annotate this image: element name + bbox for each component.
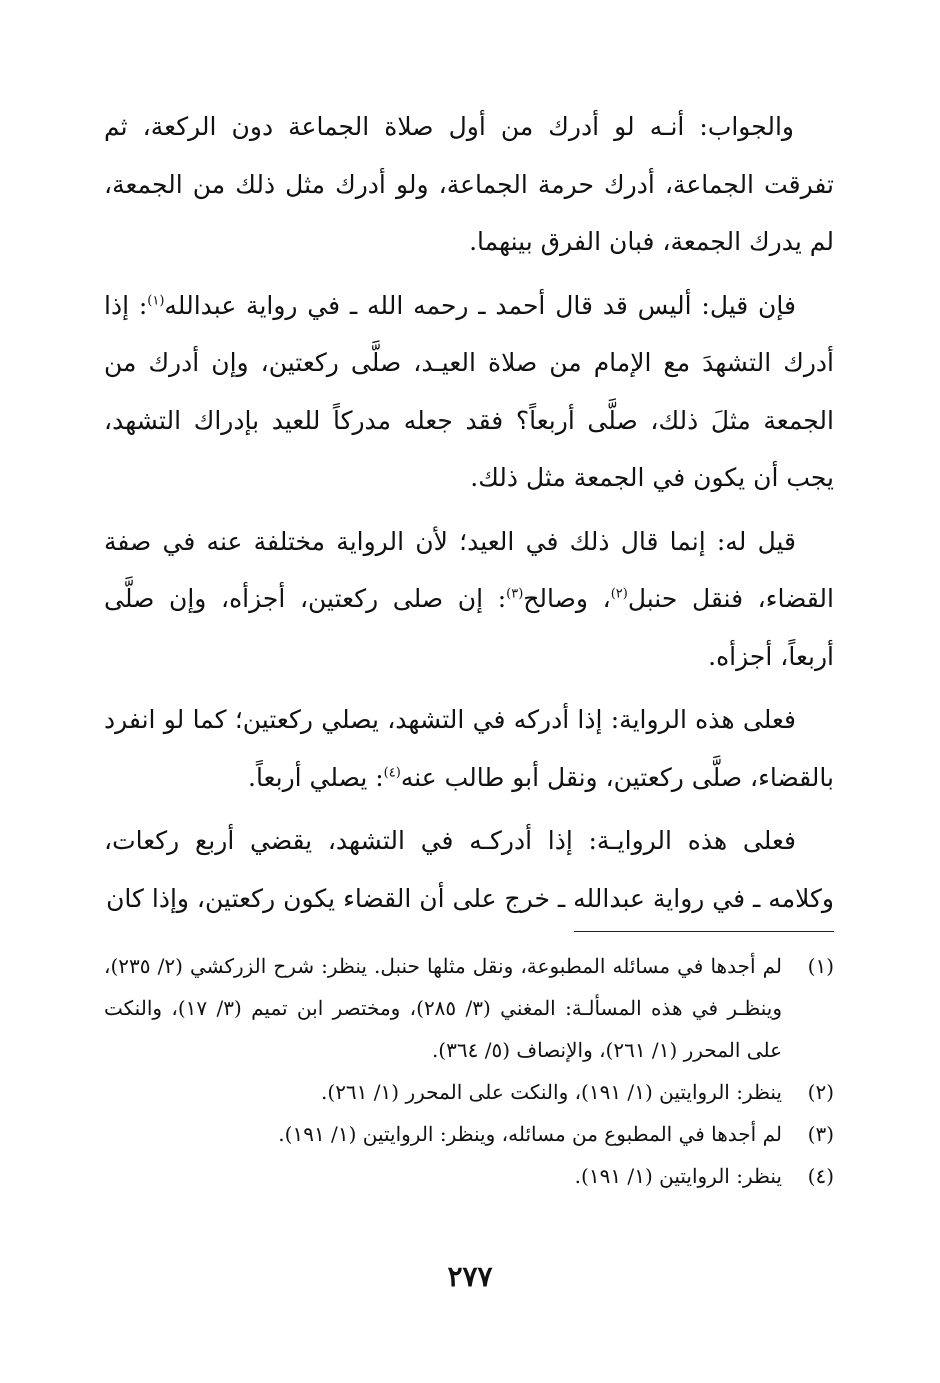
footnote-number: (١): [807, 954, 834, 978]
paragraph-3-text-a: قيل له: إنما قال ذلك في العيد؛ لأن الرواية مختلفة عنه في صفة القضاء، فنقل حنبل: [104, 526, 834, 613]
footnote-text: لم أجدها في مسائله المطبوعة، ونقل مثلها حنبل. ينظر: شرح الزركشي (٢/ ٢٣٥)، وينظـر في هذه المسألـة: المغني (٣/ ٢٨٥)، ومختصر ابن تميم (٣/ ١٧)، والنكت على المحرر (١/ ٢٦١)، والإنصاف (٥/ ٣٦٤).: [104, 954, 782, 1062]
paragraph-2: [104, 277, 834, 507]
paragraph-5-text: فعلى هذه الروايـة: إذا أدركـه في التشهد، يقضي أربع ركعات، وكلامه ـ في رواية عبدالله ـ خرج على أن القضاء يكون ركعتين، وإذا كان: [104, 826, 834, 913]
footnote-ref-2[interactable]: (٢): [610, 586, 628, 602]
footnote-3: [104, 1113, 834, 1155]
paragraph-3-text-b: ، وصالح: [523, 584, 611, 613]
footnote-number: (٢): [807, 1080, 834, 1104]
footnote-text: ينظر: الروايتين (١/ ١٩١)، والنكت على المحرر (١/ ٢٦١).: [321, 1080, 782, 1104]
paragraph-5: [104, 812, 834, 927]
main-text: [104, 98, 834, 933]
footnote-number: (٤): [807, 1164, 834, 1188]
footnote-ref-1[interactable]: (١): [147, 293, 165, 309]
paragraph-1: [104, 98, 834, 271]
paragraph-3-text-c: : إن صلى ركعتين، أجزأه، وإن صلَّى أربعاً، أجزأه.: [104, 584, 834, 671]
footnote-number: (٣): [807, 1122, 834, 1146]
paragraph-3: [104, 513, 834, 686]
page-number: ٢٧٧: [447, 1260, 493, 1293]
footnote-1: [104, 945, 834, 1071]
footnote-ref-4[interactable]: (٤): [383, 765, 401, 781]
footnote-4: [104, 1155, 834, 1197]
paragraph-2-text-a: فإن قيل: أليس قد قال أحمد ـ رحمه الله ـ في رواية عبدالله: [164, 290, 796, 320]
paragraph-2-text-b: : إذا أدرك التشهدَ مع الإمام من صلاة العيـد، صلَّى ركعتين، وإن أدرك من الجمعة مثلَ ذلك، صلَّى أربعاً؟ فقد جعله مدركاً للعيد بإدراك التشهد، يجب أن يكون في الجمعة مثل ذلك.: [104, 290, 834, 492]
paragraph-4-text-a: فعلى هذه الرواية: إذا أدركه في التشهد، يصلي ركعتين؛ كما لو انفرد بالقضاء، صلَّى ركعتين، ونقل أبو طالب عنه: [104, 705, 834, 792]
footnote-text: لم أجدها في المطبوع من مسائله، وينظر: الروايتين (١/ ١٩١).: [278, 1122, 782, 1146]
footnote-text: ينظر: الروايتين (١/ ١٩١).: [574, 1164, 782, 1188]
paragraph-4-text-b: : يصلي أربعاً.: [248, 762, 384, 792]
paragraph-4: [104, 691, 834, 806]
footnotes: [104, 945, 834, 1197]
footnote-ref-3[interactable]: (٣): [506, 586, 524, 602]
footnote-divider: [574, 931, 834, 932]
footnote-2: [104, 1071, 834, 1113]
paragraph-1-text: والجواب: أنـه لو أدرك من أول صلاة الجماعة دون الركعة، ثم تفرقت الجماعة، أدرك حرمة الجماعة، ولو أدرك مثل ذلك من الجمعة، لم يدرك الجمعة، فبان الفرق بينهما.: [104, 112, 834, 256]
